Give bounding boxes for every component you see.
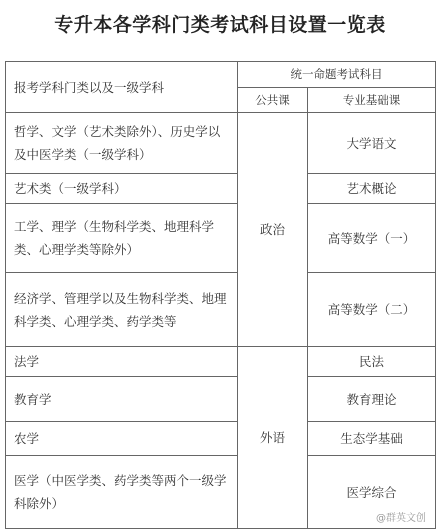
public-course-politics: 政治 xyxy=(238,113,308,347)
row-category: 教育学 xyxy=(6,377,238,422)
table-row xyxy=(6,347,436,377)
header-row xyxy=(6,62,436,88)
row-subject: 大学语文 xyxy=(308,113,436,174)
row-subject: 高等数学（一） xyxy=(308,204,436,273)
table-row xyxy=(6,113,436,174)
header-unified: 统一命题考试科目 xyxy=(238,62,436,88)
row-subject: 医学综合 xyxy=(308,456,436,529)
table-row xyxy=(6,204,436,273)
row-category: 法学 xyxy=(6,347,238,377)
row-subject: 生态学基础 xyxy=(308,422,436,456)
public-course-foreign-language: 外语 xyxy=(238,347,308,529)
row-category: 农学 xyxy=(6,422,238,456)
row-subject: 教育理论 xyxy=(308,377,436,422)
table-row xyxy=(6,273,436,347)
table-row xyxy=(6,377,436,422)
header-public: 公共课 xyxy=(238,88,308,113)
table-row xyxy=(6,422,436,456)
header-basic: 专业基础课 xyxy=(308,88,436,113)
row-category: 哲学、文学（艺术类除外）、历史学以及中医学类（一级学科） xyxy=(6,113,238,174)
table-row xyxy=(6,456,436,529)
row-category: 艺术类（一级学科） xyxy=(6,174,238,204)
page-title: 专升本各学科门类考试科目设置一览表 xyxy=(54,14,386,36)
row-category: 经济学、管理学以及生物科学类、地理科学类、心理学类、药学类等 xyxy=(6,273,238,347)
exam-subjects-table xyxy=(5,61,436,529)
watermark: @群英文创 xyxy=(376,513,426,524)
row-category: 工学、理学（生物科学类、地理科学类、心理学类等除外） xyxy=(6,204,238,273)
table-row xyxy=(6,174,436,204)
row-category: 医学（中医学类、药学类等两个一级学科除外） xyxy=(6,456,238,529)
row-subject: 民法 xyxy=(308,347,436,377)
header-category: 报考学科门类以及一级学科 xyxy=(6,62,238,113)
row-subject: 高等数学（二） xyxy=(308,273,436,347)
row-subject: 艺术概论 xyxy=(308,174,436,204)
